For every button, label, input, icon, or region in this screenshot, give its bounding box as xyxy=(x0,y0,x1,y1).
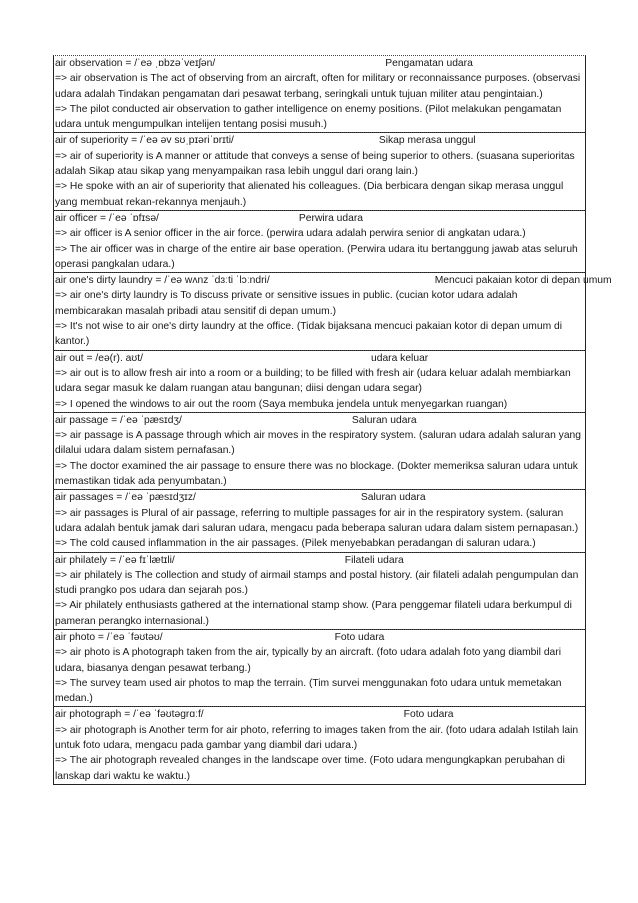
entry-headline xyxy=(55,630,584,645)
entry-translation: Perwira udara xyxy=(298,212,364,224)
entry-example: => The doctor examined the air passage to ensure there was no blockage. (Dokter memeriksa saluran udara untuk memastikan tidak ada penyumbatan.) xyxy=(55,460,578,488)
entry-definition: => air passages is Plural of air passage, referring to multiple passages for air in the respiratory system. (saluran udara adalah bentuk jamak dari saluran udara, mengacu pada beberapa saluran udara dalam sistem pernapasan.) xyxy=(55,507,579,534)
entry-definition: => air photograph is Another term for air photo, referring to images taken from the air. (foto udara adalah Istilah lain untuk foto udara, mengacu pada gambar yang diambil dari udara.) xyxy=(55,724,579,752)
entry-headline xyxy=(55,273,612,288)
dictionary-entry xyxy=(53,489,586,552)
entry-example: => The air officer was in charge of the entire air base operation. (Perwira udara itu bertanggung jawab atas seluruh operasi pangkalan udara.) xyxy=(55,243,578,270)
entry-headline xyxy=(55,133,584,148)
entry-translation: Filateli udara xyxy=(344,554,404,566)
entry-example: => The survey team used air photos to map the terrain. (Tim survei menggunakan foto udara untuk memetakan medan.) xyxy=(55,677,562,705)
dictionary-entry xyxy=(53,272,612,350)
entry-term: air philately = /ˈeə fɪˈlætɪli/ xyxy=(55,554,175,566)
entry-headline xyxy=(55,490,584,505)
dictionary-entry xyxy=(53,629,586,707)
entry-term: air officer = /ˈeə ˈɒfɪsə/ xyxy=(55,212,159,224)
entry-translation: Mencuci pakaian kotor di depan umum xyxy=(434,275,612,287)
entry-translation: udara keluar xyxy=(370,352,429,364)
entry-definition: => air officer is A senior officer in the air force. (perwira udara adalah perwira senior di angkatan udara.) xyxy=(55,228,526,240)
entry-example: => I opened the windows to air out the room (Saya membuka jendela untuk menyegarkan ruangan) xyxy=(55,398,508,410)
entry-headline xyxy=(55,351,584,366)
entry-example: => He spoke with an air of superiority that alienated his colleagues. (Dia berbicara dengan sikap merasa unggul yang membuat rekan-rekannya menjauh.) xyxy=(55,181,564,208)
entry-example: => The pilot conducted air observation to gather intelligence on enemy positions. (Pilot melakukan pengamatan udara untuk mengumpulkan intelijen tentang posisi musuh.) xyxy=(55,103,562,131)
dictionary-entry xyxy=(53,706,586,784)
entry-term: air out = /eə(r). aʊt/ xyxy=(55,352,143,364)
entry-definition: => air philately is The collection and study of airmail stamps and postal history. (air filateli adalah pengumpulan dan studi prangko pos udara dan sejarah pos.) xyxy=(55,569,579,597)
entry-definition: => air photo is A photograph taken from the air, typically by an aircraft. (foto udara adalah foto yang diambil dari udara, biasanya dengan pesawat terbang.) xyxy=(55,647,561,674)
entry-example: => Air philately enthusiasts gathered at the international stamp show. (Para penggemar filateli udara berkumpul di pameran perangko internasional.) xyxy=(55,600,572,627)
dictionary-entry xyxy=(53,55,586,133)
entry-definition: => air observation is The act of observing from an aircraft, often for military or reconnaissance purposes. (observasi udara adalah Tindakan pengamatan dari pesawat terbang, seringkali untuk tujuan militer atau pengintaian.) xyxy=(55,73,581,100)
entry-definition: => air one's dirty laundry is To discuss private or sensitive issues in public. (cucian kotor udara adalah membicarakan masalah pribadi atau sensitif di depan umum.) xyxy=(55,290,518,317)
entry-translation: Sikap merasa unggul xyxy=(378,135,476,147)
entry-headline xyxy=(55,211,584,226)
entry-term: air one's dirty laundry = /ˈeə wʌnz ˈdɜːti ˈlɔːndri/ xyxy=(55,275,270,287)
dictionary-entry xyxy=(53,350,586,413)
entry-term: air photograph = /ˈeə ˈfəʊtəɡrɑːf/ xyxy=(55,709,204,721)
entry-headline xyxy=(55,553,584,568)
entry-example: => The air photograph revealed changes in the landscape over time. (Foto udara mengungkapkan perubahan di lanskap dari waktu ke waktu.) xyxy=(55,755,565,782)
dictionary-entry xyxy=(53,412,586,490)
entry-translation: Foto udara xyxy=(403,709,454,721)
entry-term: air observation = /ˈeə ˌɒbzəˈveɪʃən/ xyxy=(55,58,216,69)
entry-headline xyxy=(55,56,584,71)
entry-example: => It's not wise to air one's dirty laundry at the office. (Tidak bijaksana mencuci pakaian kotor di depan umum di kantor.) xyxy=(55,321,563,348)
dictionary-page xyxy=(53,55,612,785)
entry-definition: => air of superiority is A manner or attitude that conveys a sense of being superior to others. (suasana superioritas adalah Sikap atau sikap yang menyampaikan rasa lebih unggul dari orang lain.) xyxy=(55,150,575,178)
entry-definition: => air out is to allow fresh air into a room or a building; to be filled with fresh air (udara keluar adalah membiarkan udara segar masuk ke dalam ruangan atau bangunan; diisi dengan udara segar) xyxy=(55,367,571,395)
entry-translation: Foto udara xyxy=(334,631,385,643)
entry-term: air passage = /ˈeə ˈpæsɪdʒ/ xyxy=(55,414,182,426)
dictionary-entry xyxy=(53,210,586,273)
entry-headline xyxy=(55,707,584,722)
entry-example: => The cold caused inflammation in the air passages. (Pilek menyebabkan peradangan di saluran udara.) xyxy=(55,538,536,550)
dictionary-entry xyxy=(53,132,586,210)
entry-definition: => air passage is A passage through which air moves in the respiratory system. (saluran udara adalah saluran yang dilalui udara dalam sistem pernafasan.) xyxy=(55,430,582,457)
entry-headline xyxy=(55,413,584,428)
entry-translation: Saluran udara xyxy=(351,414,417,426)
entry-term: air of superiority = /ˈeə əv sʊˌpɪəriˈɒrɪti/ xyxy=(55,135,234,147)
entry-translation: Pengamatan udara xyxy=(385,58,473,69)
entry-translation: Saluran udara xyxy=(360,492,426,504)
entry-term: air photo = /ˈeə ˈfəʊtəʊ/ xyxy=(55,631,163,643)
dictionary-entry xyxy=(53,552,586,630)
entry-term: air passages = /ˈeə ˈpæsɪdʒɪz/ xyxy=(55,492,196,504)
